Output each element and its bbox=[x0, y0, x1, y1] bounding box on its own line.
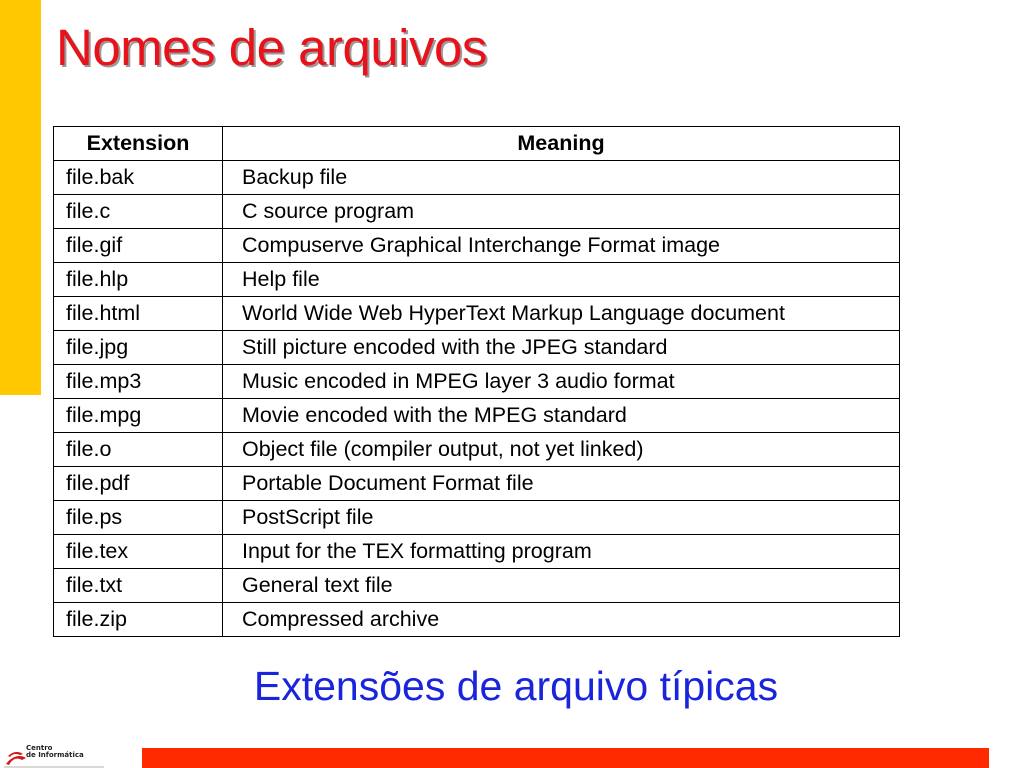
bottom-accent-bar bbox=[142, 748, 989, 768]
logo-line-1: Centro bbox=[26, 744, 53, 752]
table-row bbox=[54, 433, 900, 467]
extension-cell: file.ps bbox=[54, 501, 223, 535]
meaning-cell: C source program bbox=[223, 195, 900, 229]
table-row bbox=[54, 195, 900, 229]
table-row bbox=[54, 365, 900, 399]
extension-cell: file.pdf bbox=[54, 467, 223, 501]
table-row bbox=[54, 535, 900, 569]
extension-cell: file.gif bbox=[54, 229, 223, 263]
extension-cell: file.hlp bbox=[54, 263, 223, 297]
logo-text bbox=[26, 745, 84, 759]
table-row bbox=[54, 263, 900, 297]
slide-title: Nomes de arquivos bbox=[56, 19, 487, 76]
meaning-cell: World Wide Web HyperText Markup Language document bbox=[223, 297, 900, 331]
table-row bbox=[54, 161, 900, 195]
extension-cell: file.o bbox=[54, 433, 223, 467]
header-meaning: Meaning bbox=[223, 127, 900, 161]
meaning-cell: General text file bbox=[223, 569, 900, 603]
extension-cell: file.html bbox=[54, 297, 223, 331]
extension-cell: file.mp3 bbox=[54, 365, 223, 399]
table-row bbox=[54, 297, 900, 331]
meaning-cell: Backup file bbox=[223, 161, 900, 195]
meaning-cell: Help file bbox=[223, 263, 900, 297]
meaning-cell: PostScript file bbox=[223, 501, 900, 535]
meaning-cell: Music encoded in MPEG layer 3 audio format bbox=[223, 365, 900, 399]
table-row bbox=[54, 569, 900, 603]
extension-cell: file.c bbox=[54, 195, 223, 229]
side-accent-bar bbox=[0, 0, 41, 395]
meaning-cell: Object file (compiler output, not yet linked) bbox=[223, 433, 900, 467]
extension-cell: file.zip bbox=[54, 603, 223, 637]
extension-cell: file.mpg bbox=[54, 399, 223, 433]
meaning-cell: Still picture encoded with the JPEG standard bbox=[223, 331, 900, 365]
logo-line-2: de Informática bbox=[26, 751, 84, 759]
centro-de-informatica-logo bbox=[4, 742, 104, 768]
table-row bbox=[54, 467, 900, 501]
table-header-row bbox=[54, 127, 900, 161]
extension-cell: file.tex bbox=[54, 535, 223, 569]
extension-cell: file.bak bbox=[54, 161, 223, 195]
table-row bbox=[54, 603, 900, 637]
table-row bbox=[54, 501, 900, 535]
extension-cell: file.jpg bbox=[54, 331, 223, 365]
table-row bbox=[54, 229, 900, 263]
meaning-cell: Compressed archive bbox=[223, 603, 900, 637]
meaning-cell: Input for the TEX formatting program bbox=[223, 535, 900, 569]
extensions-table bbox=[53, 126, 900, 637]
extension-cell: file.txt bbox=[54, 569, 223, 603]
header-extension: Extension bbox=[54, 127, 223, 161]
meaning-cell: Portable Document Format file bbox=[223, 467, 900, 501]
slide-subtitle: Extensões de arquivo típicas bbox=[253, 663, 779, 709]
meaning-cell: Compuserve Graphical Interchange Format image bbox=[223, 229, 900, 263]
table-row bbox=[54, 399, 900, 433]
meaning-cell: Movie encoded with the MPEG standard bbox=[223, 399, 900, 433]
table-row bbox=[54, 331, 900, 365]
